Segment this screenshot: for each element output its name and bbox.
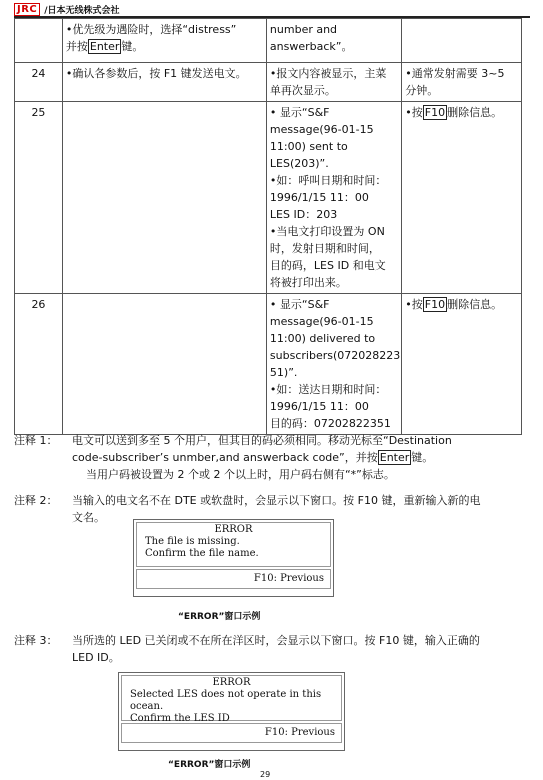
dialog-title: ERROR <box>214 524 253 535</box>
text-line <box>405 104 518 121</box>
note-label: 注释 3： <box>14 634 58 647</box>
text-line: 11:00) delivered to <box>269 332 376 345</box>
text-line: •如：送达日期和时间： <box>269 383 387 396</box>
text-line <box>14 449 524 466</box>
step-note <box>402 294 522 435</box>
step-display <box>266 294 401 435</box>
note-3 <box>14 632 524 666</box>
text-line: 并按 <box>65 40 88 53</box>
text-line <box>14 432 524 449</box>
text-line <box>405 296 518 313</box>
text-line: 单再次显示。 <box>269 84 336 97</box>
text-line: 当用户码被设置为 2 个或 2 个以上时，用户码右侧有“*”标志。 <box>86 468 395 481</box>
text-line: 11:00) sent to <box>269 140 348 153</box>
step-number: 24 <box>15 63 63 102</box>
text-line: LES ID：203 <box>269 208 338 221</box>
dialog-message: Confirm the file name. <box>145 548 259 559</box>
page-number: 29 <box>260 770 271 779</box>
dialog-message: The file is missing. <box>145 536 240 547</box>
text-line: 当所选的 LED 已关闭或不在所在洋区时，会显示以下窗口。按 F10 键，输入正确的 <box>72 634 480 647</box>
table-row <box>15 19 522 63</box>
step-note <box>402 102 522 294</box>
text-line: • 显示“S&F <box>269 106 330 119</box>
text-line: 当输入的电文名不在 DTE 或软盘时，会显示以下窗口。按 F10 键，重新输入新的电 <box>72 494 481 507</box>
text-line: 键。 <box>121 40 144 53</box>
text-line: message(96-01-15 <box>269 315 374 328</box>
text-line: 1996/1/15 11：00 <box>269 400 369 413</box>
text-line: 分钟。 <box>405 84 439 97</box>
text-line: answerback”。 <box>269 40 353 53</box>
text-line: number and <box>269 23 338 36</box>
text-line: 目的码：07202822351 <box>269 417 391 430</box>
enter-key: Enter <box>89 40 120 53</box>
step-number: 25 <box>15 102 63 294</box>
text-line: 删除信息。 <box>447 298 503 311</box>
text-line: LES(203)”. <box>269 157 329 170</box>
error-dialog <box>118 672 345 751</box>
table-row <box>15 63 522 102</box>
text-line: •按 <box>405 106 423 119</box>
procedure-table <box>14 18 522 435</box>
text-line: code-subscriber’s unmber,and answerback code”，并按 <box>72 451 378 464</box>
step-display <box>266 63 401 102</box>
dialog-title: ERROR <box>212 677 251 688</box>
note-label: 注释 1： <box>14 434 58 447</box>
step-note <box>402 63 522 102</box>
enter-key: Enter <box>379 451 410 464</box>
text-line: • 显示“S&F <box>269 298 330 311</box>
step-action <box>62 63 266 102</box>
step-note <box>402 19 522 63</box>
note-1 <box>14 432 524 483</box>
dialog-footer: F10: Previous <box>121 723 342 743</box>
text-line: •优先级为遇险时，选择“distress” <box>65 23 237 36</box>
dialog-body <box>121 675 342 724</box>
jrc-logo: JRC <box>14 3 40 16</box>
company-name: /日本无线株式会社 <box>44 5 120 16</box>
text-line: •通常发射需要 3~5 <box>405 67 505 80</box>
text-line <box>14 492 524 509</box>
dialog-message: Confirm the LES ID <box>130 713 230 724</box>
text-line: LED ID。 <box>72 651 120 664</box>
page-header <box>14 2 120 16</box>
error-dialog <box>133 519 334 597</box>
dialog-caption: “ERROR”窗口示例 <box>178 612 261 622</box>
text-line: 1996/1/15 11：00 <box>269 191 369 204</box>
text-line: 删除信息。 <box>447 106 503 119</box>
note-label: 注释 2： <box>14 494 58 507</box>
table-row <box>15 294 522 435</box>
step-display <box>266 19 401 63</box>
text-line: •按 <box>405 298 423 311</box>
text-line: subscribers(072028223 <box>269 349 401 362</box>
text-line <box>66 38 263 55</box>
text-line: 文名。 <box>72 511 105 524</box>
step-action <box>62 294 266 435</box>
dialog-caption: “ERROR”窗口示例 <box>168 760 251 770</box>
text-line: message(96-01-15 <box>269 123 374 136</box>
f10-key: F10 <box>424 298 446 311</box>
dialog-body <box>136 522 331 567</box>
table-row <box>15 102 522 294</box>
step-action <box>62 19 266 63</box>
dialog-footer: F10: Previous <box>136 569 331 589</box>
step-number <box>15 19 63 63</box>
text-line: •确认各参数后，按 F1 键发送电文。 <box>65 67 247 80</box>
text-line: 目的码，LES ID 和电文 <box>269 259 386 272</box>
text-line <box>14 632 524 649</box>
step-display <box>266 102 401 294</box>
step-action <box>62 102 266 294</box>
f10-key: F10 <box>424 106 446 119</box>
text-line: 电文可以送到多至 5 个用户，但其目的码必须相同。移动光标至“Destination <box>72 434 452 447</box>
text-line: 键。 <box>411 451 434 464</box>
text-line: •报文内容被显示，主菜 <box>269 67 387 80</box>
text-line: 将被打印出来。 <box>269 276 347 289</box>
text-line: 时，发射日期和时间， <box>269 242 380 255</box>
step-number: 26 <box>15 294 63 435</box>
text-line: •当电文打印设置为 ON <box>269 225 385 238</box>
dialog-message: Selected LES does not operate in this ocean. <box>130 689 322 712</box>
text-line: •如：呼叫日期和时间： <box>269 174 387 187</box>
text-line: 51)”. <box>269 366 298 379</box>
